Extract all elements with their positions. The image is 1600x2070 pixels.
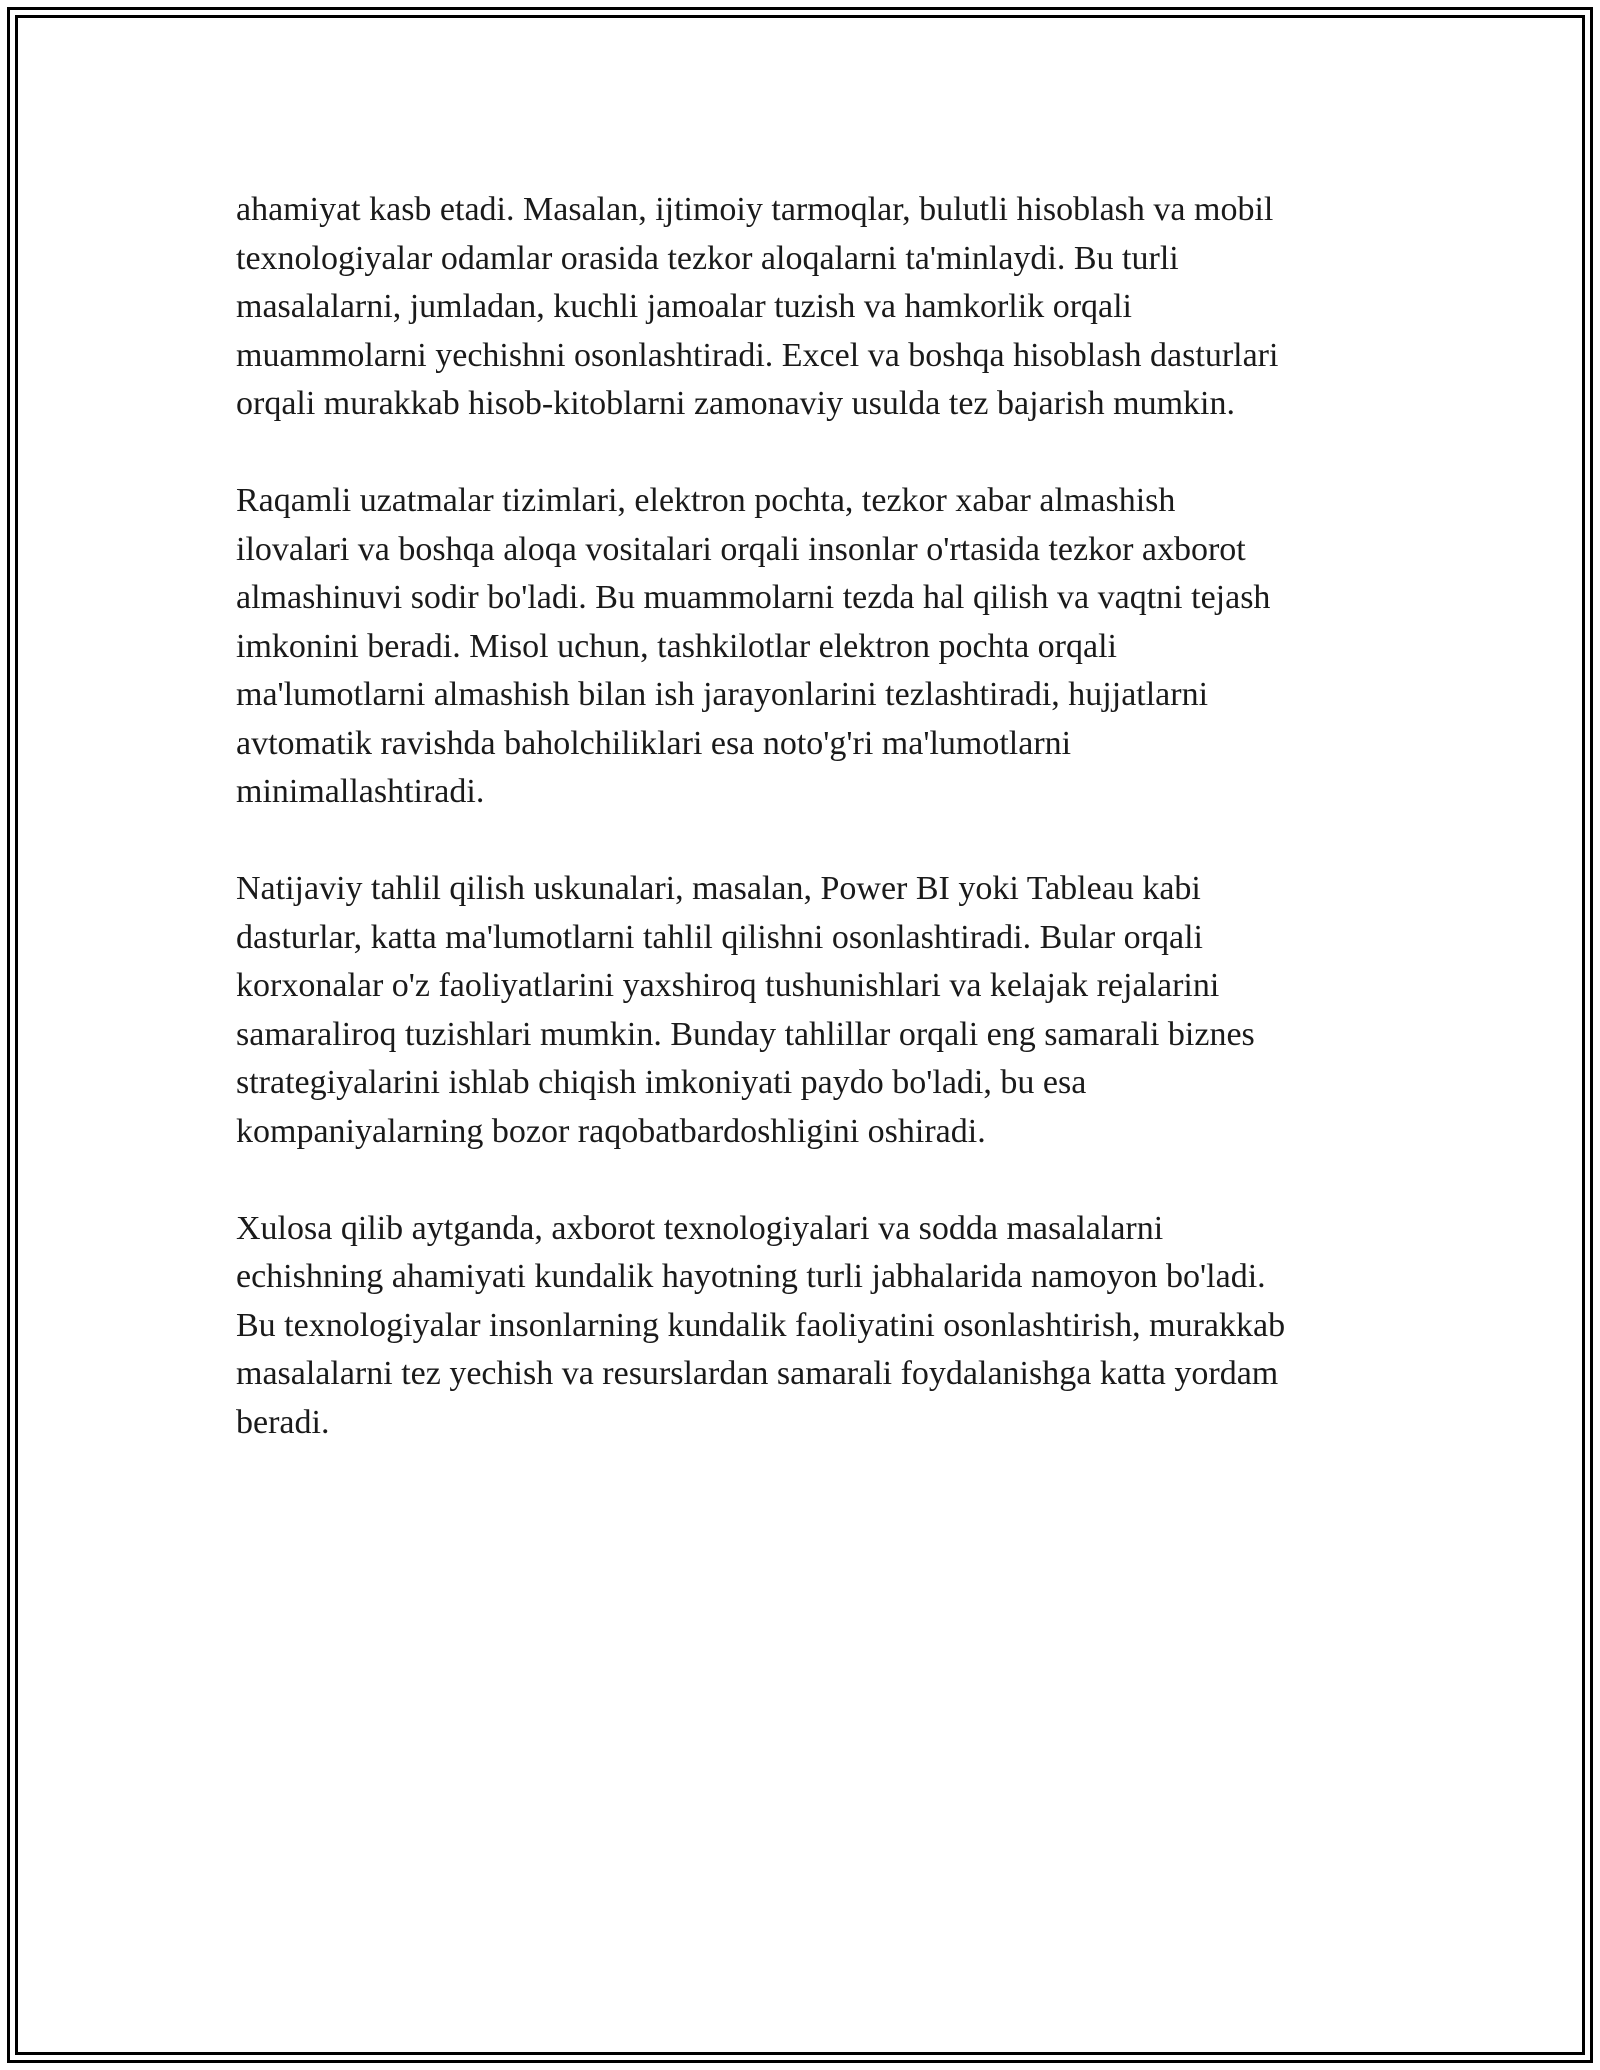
text-line: almashinuvi sodir bo'ladi. Bu muammolarni tezda hal qilish va vaqtni tejash xyxy=(236,579,1271,616)
text-line: ahamiyat kasb etadi. Masalan, ijtimoiy tarmoqlar, bulutli hisoblash va mobil xyxy=(236,191,1274,228)
text-line: avtomatik ravishda baholchiliklari esa noto'g'ri ma'lumotlarni xyxy=(236,724,1072,762)
paragraph-3 xyxy=(236,865,1386,1156)
text-line: dasturlar, katta ma'lumotlarni tahlil qilishni osonlashtiradi. Bular orqali xyxy=(236,918,1203,956)
text-line: orqali murakkab hisob-kitoblarni zamonaviy usulda tez bajarish mumkin. xyxy=(236,385,1235,422)
text-line: masalalarni, jumladan, kuchli jamoalar tuzish va hamkorlik orqali xyxy=(236,288,1133,325)
text-line: Xulosa qilib aytganda, axborot texnologiyalari va sodda masalalarni xyxy=(236,1209,1164,1247)
document-body xyxy=(236,186,1386,1496)
text-line: ma'lumotlarni almashish bilan ish jarayonlarini tezlashtiradi, hujjatlarni xyxy=(236,676,1209,713)
text-line: samaraliroq tuzishlari mumkin. Bunday tahlillar orqali eng samarali biznes xyxy=(236,1015,1255,1053)
text-line: texnologiyalar odamlar orasida tezkor aloqalarni ta'minlaydi. Bu turli xyxy=(236,239,1179,277)
text-line: ilovalari va boshqa aloqa vositalari orqali insonlar o'rtasida tezkor axborot xyxy=(236,530,1246,568)
text-line: muammolarni yechishni osonlashtiradi. Excel va boshqa hisoblash dasturlari xyxy=(236,336,1279,374)
text-line: Raqamli uzatmalar tizimlari, elektron pochta, tezkor xabar almashish xyxy=(236,482,1176,519)
text-line: minimallashtiradi. xyxy=(236,773,485,810)
text-line: masalalarni tez yechish va resurslardan samarali foydalanishga katta yordam xyxy=(236,1355,1279,1392)
text-line: strategiyalarini ishlab chiqish imkoniyati paydo bo'ladi, bu esa xyxy=(236,1064,1087,1101)
text-line: Natijaviy tahlil qilish uskunalari, masalan, Power BI yoki Tableau kabi xyxy=(236,870,1201,907)
text-line: beradi. xyxy=(236,1403,330,1441)
text-line: echishning ahamiyati kundalik hayotning turli jabhalarida namoyon bo'ladi. xyxy=(236,1258,1266,1295)
text-line: korxonalar o'z faoliyatlarini yaxshiroq tushunishlari va kelajak rejalarini xyxy=(236,967,1220,1004)
paragraph-1 xyxy=(236,186,1386,429)
text-line: imkonini beradi. Misol uchun, tashkilotlar elektron pochta orqali xyxy=(236,627,1117,665)
text-line: kompaniyalarning bozor raqobatbardoshligini oshiradi. xyxy=(236,1112,986,1150)
paragraph-4 xyxy=(236,1205,1386,1448)
paragraph-2 xyxy=(236,477,1386,817)
text-line: Bu texnologiyalar insonlarning kundalik faoliyatini osonlashtirish, murakkab xyxy=(236,1306,1286,1344)
